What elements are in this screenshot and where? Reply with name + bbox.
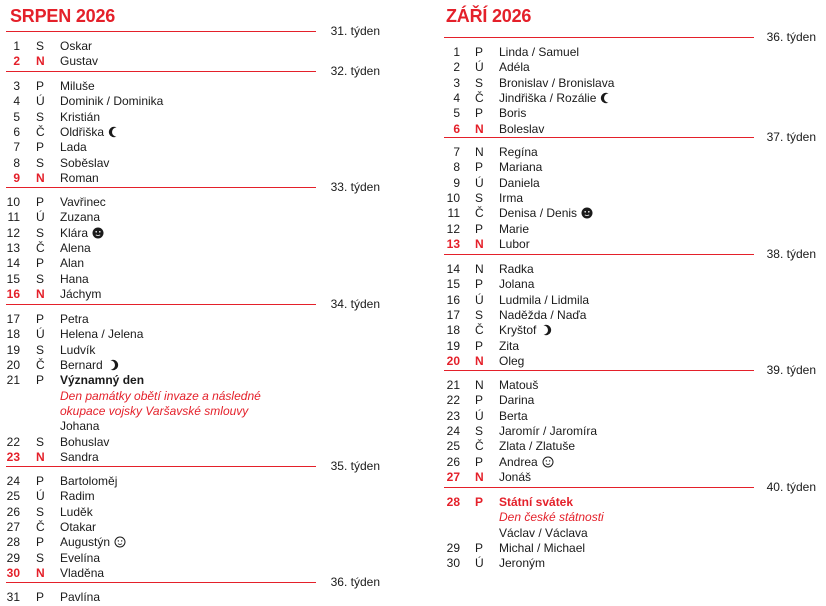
month-title: SRPEN 2026 [10,6,116,26]
week-block [440,481,826,572]
day-row: 12 P Marie [446,221,530,236]
day-row: 26 P Andrea [440,455,826,470]
day-row: 3 S Bronislav / Bronislava [453,75,615,90]
week-separator [440,31,826,45]
day-row: 13 Č Alena [6,241,91,256]
day-row: 20 Č Bernard [0,358,380,373]
waning-crescent-moon-icon [600,92,612,104]
day-row: 30 Ú Jeroným [446,556,546,571]
week-label: 40. týden [766,480,816,494]
full-moon-icon [542,456,554,468]
waning-crescent-moon-icon [108,126,120,138]
day-row: 15 S Hana [6,271,89,286]
day-row: 2 Ú Adéla [453,60,530,75]
day-row-sunday: 13 N Lubor [446,237,530,252]
day-row: 15 P Jolana [446,277,535,292]
day-row: 14 N Radka [446,262,534,276]
week-label: 36. týden [330,575,380,589]
day-row: 14 P Alan [6,256,85,271]
first-quarter-moon-icon [107,359,119,371]
week-block [440,31,826,137]
week-separator [440,131,826,145]
week-separator [0,181,380,195]
new-moon-icon [92,227,104,239]
day-row: 29 P Michal / Michael [446,541,586,556]
holiday-title: Státní svátek [499,495,574,509]
week-separator [440,248,826,262]
day-row: 27 Č Otakar [6,520,97,535]
day-row: 19 P Zita [446,338,520,353]
day-row: 26 S Luděk [6,504,93,519]
day-row: 11 Č Denisa / Denis [440,206,826,221]
day-row: 24 S Jaromír / Jaromíra [446,424,598,439]
week-separator [0,298,380,312]
week-label: 35. týden [330,459,380,473]
day-row: 1 P Linda / Samuel [453,45,580,59]
day-row-sunday: 6 N Boleslav [453,121,545,136]
name-day: Johana [60,419,100,434]
new-moon-icon [581,207,593,219]
week-separator [0,65,380,79]
day-row-sunday: 30 N Vladěna [6,566,105,581]
day-row: 19 S Ludvík [6,342,96,357]
day-row: 18 Ú Helena / Jelena [6,327,144,342]
week-block [0,65,380,186]
day-row-sunday: 23 N Sandra [6,450,99,465]
holiday-note: Den české státnosti [499,510,604,525]
week-label: 38. týden [766,247,816,261]
day-row: 25 Č Zlata / Zlatuše [446,439,576,454]
day-row: 22 P Darina [446,393,535,408]
day-row: 23 Ú Berta [446,408,528,423]
holiday-note: okupace vojsky Varšavské smlouvy [60,404,249,419]
day-row: 5 P Boris [453,106,527,121]
week-label: 33. týden [330,180,380,194]
day-row-sunday: 16 N Jáchym [6,287,102,302]
day-row: 7 P Lada [13,140,87,155]
day-row: 3 P Miluše [13,79,95,93]
day-row: 22 S Bohuslav [6,434,110,449]
day-row: 17 P Petra [6,312,89,326]
day-row-sunday: 2 N Gustav [13,54,99,69]
full-moon-icon [114,536,126,548]
week-block [0,460,380,581]
week-block [0,576,380,605]
day-row: 25 Ú Radim [6,489,95,504]
holiday-note: Den památky obětí invaze a následné [60,388,261,403]
day-row: 16 Ú Ludmila / Lidmila [446,292,590,307]
day-row: 18 Č Kryštof [440,323,826,338]
day-row: 6 Č Oldřiška [0,125,380,140]
name-day: Václav / Václava [499,525,588,540]
week-block [440,131,826,252]
month-title: ZÁŘÍ 2026 [446,6,532,26]
week-label: 36. týden [766,30,816,44]
day-row: 10 S Irma [446,191,523,206]
week-label: 34. týden [330,297,380,311]
week-block [0,298,380,465]
holiday-title: Významný den [60,373,145,388]
day-row: 24 P Bartoloměj [6,474,118,488]
day-row: 10 P Vavřinec [6,195,106,209]
week-block [0,181,380,302]
day-row: 31 P Pavlína [6,590,101,604]
day-row: 12 S Klára [0,226,380,241]
day-row: 8 P Mariana [453,160,543,175]
day-row: 7 N Regína [453,145,538,159]
day-row: 21 P Významný den [6,373,145,388]
week-separator [0,25,380,39]
week-separator [0,460,380,474]
week-separator [440,364,826,378]
week-separator [440,481,826,495]
first-quarter-moon-icon [540,324,552,336]
week-label: 39. týden [766,363,816,377]
day-row: 4 Ú Dominik / Dominika [13,94,164,109]
day-row-holiday: 28 P Státní svátek [446,495,574,509]
day-row: 1 S Oskar [13,39,93,53]
day-row-sunday: 9 N Roman [13,171,99,186]
day-row: 17 S Naděžda / Naďa [446,308,587,323]
week-separator [0,576,380,590]
day-row: 29 S Evelína [6,550,101,565]
day-row: 28 P Augustýn [0,535,380,550]
week-block [440,364,826,485]
week-label: 32. týden [330,64,380,78]
day-row-sunday: 27 N Jonáš [446,470,532,485]
day-row: 4 Č Jindřiška / Rozálie [440,91,826,106]
day-row: 21 N Matouš [446,378,539,392]
week-label: 37. týden [766,130,816,144]
day-row-sunday: 20 N Oleg [446,354,525,369]
day-row: 5 S Kristián [13,109,101,124]
day-row: 9 Ú Daniela [453,175,540,190]
week-label: 31. týden [330,24,380,38]
day-row: 8 S Soběslav [13,155,110,170]
week-block [440,248,826,369]
day-row: 11 Ú Zuzana [7,210,101,225]
week-block [0,25,380,70]
